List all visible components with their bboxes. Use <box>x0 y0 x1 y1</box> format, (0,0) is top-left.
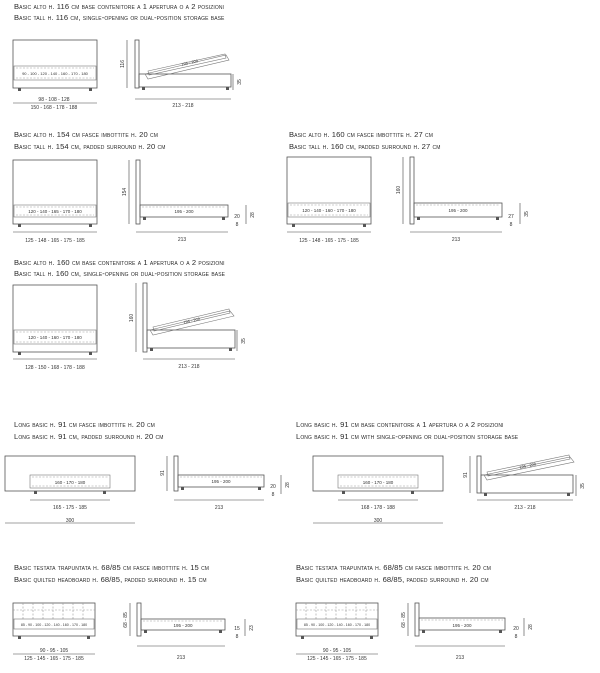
side-height: 91 <box>463 472 469 478</box>
caption-it-quilted-20: Basic testata trapuntata h. 68/85 cm fasce imbottite h. 20 cm <box>296 563 492 572</box>
side-foot-height: 8 <box>235 634 239 640</box>
caption-en-quilted-15: Basic quilted headboard h. 68/85, padded surround h. 15 cm <box>14 575 207 584</box>
caption-en-quilted-20: Basic quilted headboard h. 68/85, padded surround h. 20 cm <box>296 575 489 584</box>
caption-en-long-basic-storage: Long basic h. 91 cm with single-opening or dual-position storage base <box>296 432 519 441</box>
side-length: 213 <box>177 237 187 243</box>
side-foot-height: 8 <box>235 222 239 228</box>
caption-en-basic-160: Basic tall h. 160 cm, padded surround h. 27 cm <box>289 142 441 151</box>
caption-en-basic-154: Basic tall h. 154 cm, padded surround h. 20 cm <box>14 142 166 151</box>
side-length: 213 - 218 <box>514 505 536 511</box>
caption-it-long-basic-storage: Long basic h. 91 cm base contenitore a 1 apertura o a 2 posizioni <box>296 420 504 429</box>
front-width-top: 90 - 95 - 105 <box>322 648 352 654</box>
side-height: 160 <box>396 185 402 195</box>
side-foot-height: 8 <box>509 222 513 228</box>
side-length: 213 <box>451 237 461 243</box>
side-view-quilted-15 <box>123 603 255 661</box>
side-foot-height: 8 <box>271 492 275 498</box>
side-height: 68 - 85 <box>401 612 407 628</box>
side-total-height: 35 <box>524 211 530 217</box>
front-label: 120 - 140 - 165 - 170 - 180 <box>28 209 82 214</box>
front-view-basic-160 <box>287 157 371 244</box>
side-mattress: 195 - 200 <box>211 479 231 484</box>
side-base-height: 35 <box>580 483 586 489</box>
caption-it-basic-160: Basic alto h. 160 cm fasce imbottite h. 27 cm <box>289 130 433 139</box>
side-height: 154 <box>122 187 128 197</box>
side-view-basic-160-storage <box>129 283 247 370</box>
side-mattress: 195 - 200 <box>173 623 193 628</box>
front-label: 90 - 100 - 120 - 140 - 160 - 170 - 180 <box>22 71 88 76</box>
side-frame-height: 15 <box>234 626 240 632</box>
side-mattress: 195 - 200 <box>182 316 201 325</box>
side-mattress: 195 - 200 <box>452 623 472 628</box>
front-label: 85 - 90 - 100 - 120 - 140 - 160 - 170 - 180 <box>20 623 88 627</box>
side-frame-height: 20 <box>270 484 276 490</box>
side-frame-height: 20 <box>513 626 519 632</box>
front-label: 120 - 140 - 160 - 170 - 180 <box>302 208 356 213</box>
front-label: 85 - 90 - 100 - 120 - 140 - 160 - 170 - 180 <box>303 623 371 627</box>
front-view-quilted-20 <box>296 603 378 662</box>
front-width-inner: 165 - 175 - 185 <box>53 505 87 511</box>
caption-en-basic-116: Basic tall h. 116 cm, single-opening or dual-position storage base <box>14 13 225 22</box>
front-width: 128 - 150 - 168 - 178 - 188 <box>25 365 85 371</box>
caption-it-quilted-15: Basic testata trapuntata h. 68/85 cm fasce imbottite h. 15 cm <box>14 563 210 572</box>
side-view-basic-116 <box>120 40 243 109</box>
side-view-basic-154 <box>122 160 256 243</box>
side-height: 116 <box>120 60 126 68</box>
front-width: 125 - 148 - 165 - 175 - 185 <box>299 238 359 244</box>
side-mattress: 195 - 200 <box>448 208 468 213</box>
side-total-height: 28 <box>250 212 256 218</box>
front-width-top: 98 - 108 - 128 <box>38 97 70 103</box>
front-width-bottom: 125 - 145 - 165 - 175 - 185 <box>24 656 84 662</box>
front-width-total: 300 <box>65 518 75 524</box>
front-view-basic-160-storage <box>13 285 97 371</box>
front-view-long-basic <box>5 456 135 524</box>
side-height: 91 <box>160 470 166 476</box>
front-label: 160 - 170 - 180 <box>54 480 86 485</box>
caption-it-basic-154: Basic alto h. 154 cm fasce imbottite h. 20 cm <box>14 130 158 139</box>
front-view-quilted-15 <box>13 603 95 662</box>
side-frame-height: 27 <box>508 214 514 220</box>
front-width-top: 90 - 95 - 105 <box>39 648 69 654</box>
caption-en-long-basic: Long basic h. 91 cm, padded surround h. 20 cm <box>14 432 164 441</box>
front-width: 125 - 148 - 165 - 175 - 185 <box>25 238 85 244</box>
front-width-bottom: 150 - 168 - 178 - 188 <box>30 105 78 111</box>
side-view-long-basic <box>160 456 291 511</box>
front-view-long-basic-storage <box>313 456 443 524</box>
side-foot-height: 8 <box>514 634 518 640</box>
front-width-bottom: 125 - 145 - 165 - 175 - 185 <box>307 656 367 662</box>
side-length: 213 <box>455 655 465 661</box>
side-frame-height: 20 <box>234 214 240 220</box>
front-width-inner: 168 - 178 - 188 <box>361 505 395 511</box>
side-length: 213 <box>176 655 186 661</box>
caption-it-basic-116: Basic alto h. 116 cm base contenitore a 1 apertura o a 2 posizioni <box>14 2 225 11</box>
side-total-height: 28 <box>528 624 534 630</box>
side-length: 213 - 218 <box>172 103 194 109</box>
side-mattress: 195 - 200 <box>518 461 537 470</box>
caption-it-long-basic: Long basic h. 91 cm fasce imbottite h. 20 cm <box>14 420 155 429</box>
side-mattress: 195 - 200 <box>180 58 199 67</box>
side-length: 213 - 218 <box>178 364 200 370</box>
side-base-height: 35 <box>237 79 243 85</box>
side-height: 68 - 85 <box>123 612 129 628</box>
side-length: 213 <box>214 505 224 511</box>
side-total-height: 23 <box>249 625 255 631</box>
side-view-basic-160 <box>396 157 530 243</box>
front-label: 160 - 170 - 180 <box>362 480 394 485</box>
caption-en-basic-160-storage: Basic tall h. 160 cm, single-opening or dual-position storage base <box>14 269 226 278</box>
side-view-long-basic-storage <box>463 455 586 511</box>
front-label: 120 - 140 - 160 - 170 - 180 <box>28 335 82 340</box>
front-width-total: 300 <box>373 518 383 524</box>
side-total-height: 28 <box>285 482 291 488</box>
side-base-height: 35 <box>241 338 247 344</box>
side-height: 160 <box>129 313 135 323</box>
side-view-quilted-20 <box>401 603 534 661</box>
front-view-basic-154 <box>13 160 97 244</box>
side-mattress: 195 - 200 <box>174 209 194 214</box>
caption-it-basic-160-storage: Basic alto h. 160 cm base contenitore a 1 apertura o a 2 posizioni <box>14 258 225 267</box>
front-view-basic-116 <box>13 40 97 111</box>
